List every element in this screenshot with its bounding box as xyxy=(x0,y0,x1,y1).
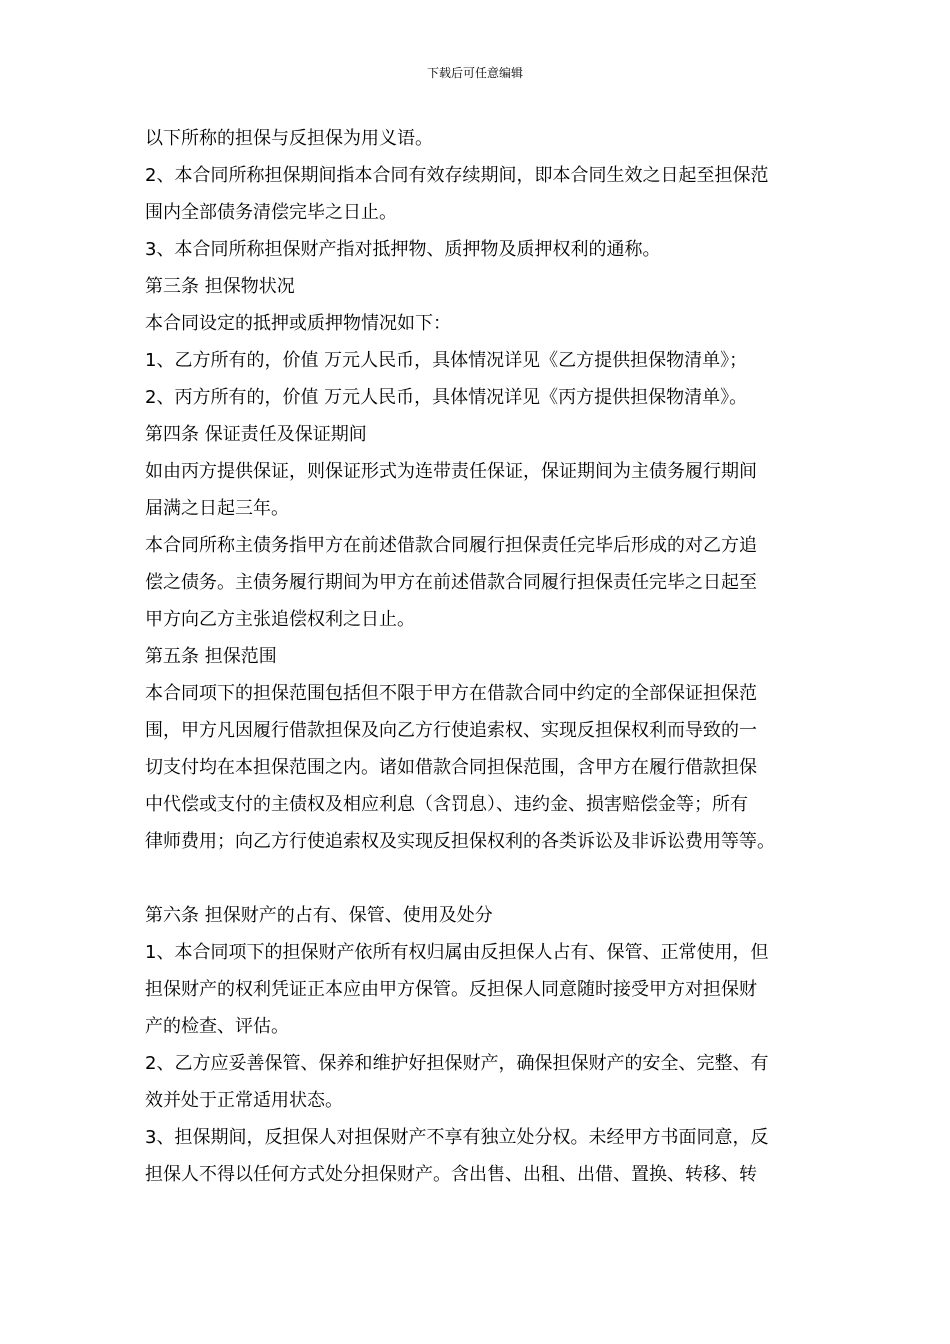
blank-line xyxy=(145,860,825,897)
text-line: 如由丙方提供保证，则保证形式为连带责任保证，保证期间为主债务履行期间 xyxy=(145,461,757,482)
text-line: 甲方向乙方主张追偿权利之日止。 xyxy=(145,609,415,630)
text-line: 围内全部债务清偿完毕之日止。 xyxy=(145,202,397,223)
text-line: 律师费用；向乙方行使追索权及实现反担保权利的各类诉讼及非诉讼费用等等。 xyxy=(145,831,775,852)
text-line: 偿之债务。主债务履行期间为甲方在前述借款合同履行担保责任完毕之日起至 xyxy=(145,572,757,593)
text-line: 3、本合同所称担保财产指对抵押物、质押物及质押权利的通称。 xyxy=(145,239,661,260)
text-line: 2、乙方应妥善保管、保养和维护好担保财产，确保担保财产的安全、完整、有 xyxy=(145,1053,769,1074)
text-line: 2、丙方所有的，价值 万元人民币，具体情况详见《丙方提供担保物清单》。 xyxy=(145,387,748,408)
text-line: 担保财产的权利凭证正本应由甲方保管。反担保人同意随时接受甲方对担保财 xyxy=(145,979,757,1000)
document-body xyxy=(145,120,825,1193)
page-header: 下载后可任意编辑 xyxy=(426,66,523,80)
text-line: 围，甲方凡因履行借款担保及向乙方行使追索权、实现反担保权利而导致的一 xyxy=(145,720,757,741)
text-line: 1、乙方所有的，价值 万元人民币，具体情况详见《乙方提供担保物清单》； xyxy=(145,350,748,371)
text-line: 切支付均在本担保范围之内。诸如借款合同担保范围，含甲方在履行借款担保 xyxy=(145,757,757,778)
text-line: 1、本合同项下的担保财产依所有权归属由反担保人占有、保管、正常使用，但 xyxy=(145,942,769,963)
text-line: 3、担保期间，反担保人对担保财产不享有独立处分权。未经甲方书面同意，反 xyxy=(145,1127,769,1148)
text-line: 中代偿或支付的主债权及相应利息（含罚息）、违约金、损害赔偿金等；所有 xyxy=(145,794,748,815)
text-line: 效并处于正常适用状态。 xyxy=(145,1090,343,1111)
text-line: 以下所称的担保与反担保为用义语。 xyxy=(145,128,433,149)
text-line: 本合同项下的担保范围包括但不限于甲方在借款合同中约定的全部保证担保范 xyxy=(145,683,757,704)
text-line: 本合同所称主债务指甲方在前述借款合同履行担保责任完毕后形成的对乙方追 xyxy=(145,535,757,556)
text-line: 本合同设定的抵押或质押物情况如下： xyxy=(145,313,451,334)
text-line: 届满之日起三年。 xyxy=(145,498,289,519)
section-heading: 第六条 担保财产的占有、保管、使用及处分 xyxy=(145,905,493,926)
text-line: 担保人不得以任何方式处分担保财产。含出售、出租、出借、置换、转移、转 xyxy=(145,1164,757,1185)
section-heading: 第五条 担保范围 xyxy=(145,646,277,667)
text-line: 2、本合同所称担保期间指本合同有效存续期间，即本合同生效之日起至担保范 xyxy=(145,165,769,186)
text-line: 产的检查、评估。 xyxy=(145,1016,289,1037)
section-heading: 第三条 担保物状况 xyxy=(145,276,295,297)
section-heading: 第四条 保证责任及保证期间 xyxy=(145,424,367,445)
